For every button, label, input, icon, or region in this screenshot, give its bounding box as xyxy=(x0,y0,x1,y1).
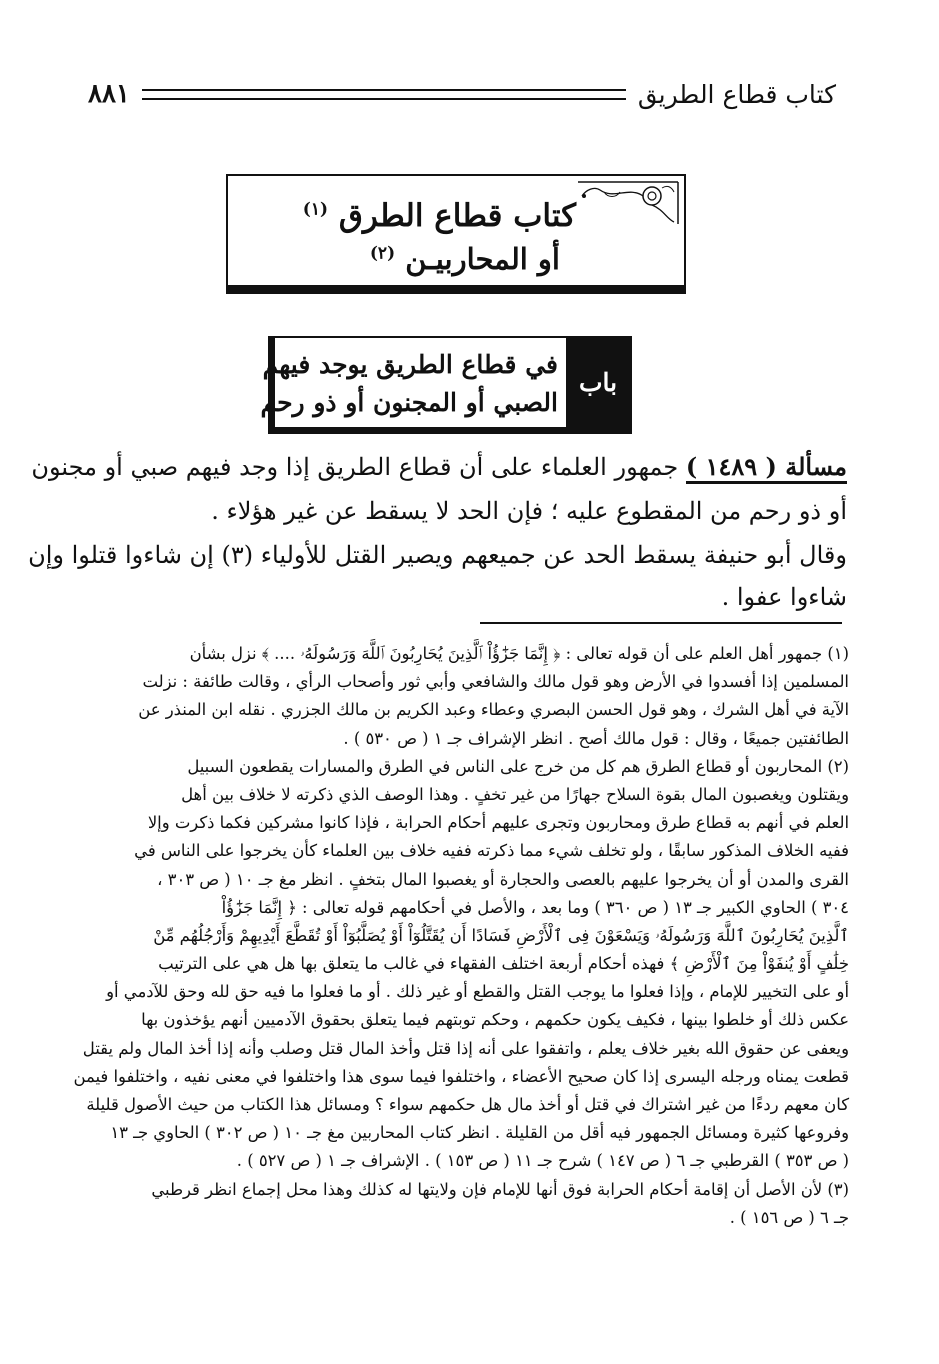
chapter-title-line1: في قطاع الطريق يوجد فيهم xyxy=(262,350,558,379)
floral-ornament-icon xyxy=(574,178,682,228)
footnote-line: العلم في أنهم به قطاع طرق ومحاربون وتجرى عليهم أحكام الحرابة ، فإذا كانوا مشركين فكما ذكرت وإلا xyxy=(147,813,849,833)
footnote-line: ( ص ٣٥٣ ) القرطبي جـ ٦ ( ص ١٤٧ ) شرح جـ ١١ ( ص ١٥٣ ) . الإشراف جـ ١ ( ص ٥٢٧ ) . xyxy=(236,1151,849,1171)
footnote-line: خِلَٰفٍ أَوْ يُنفَوْاْ مِنَ ٱلْأَرْضِ ﴾ فهذه أحكام أربعة اختلف الفقهاء في غالب ما يتعلق بها هل هي على الترتيب xyxy=(158,954,849,974)
issue-paragraph-line1 xyxy=(31,450,847,484)
footnote-line: (١) جمهور أهل العلم على أن قوله تعالى : ﴿ إِنَّمَا جَزَٰٓؤُاْ ٱلَّذِينَ يُحَارِبُونَ ٱللَّهَ وَرَسُولَهُۥ .... ﴾ نزل بشأن xyxy=(189,644,849,663)
book-title-box xyxy=(226,174,686,294)
book-title-line2 xyxy=(370,242,560,276)
issue-text-line3: وقال أبو حنيفة يسقط الحد عن جميعهم ويصير القتل للأولياء (٣) إن شاءوا قتلوا وإن xyxy=(28,541,847,569)
chapter-heading-box xyxy=(260,336,632,434)
issue-number-label: مسألة ( ١٤٨٩ ) xyxy=(686,452,847,484)
footnote-line: ٱلَّذِينَ يُحَارِبُونَ ٱللَّهَ وَرَسُولَهُۥ وَيَسْعَوْنَ فِى ٱلْأَرْضِ فَسَادًا أَن يُقَتَّلُوٓاْ أَوْ يُصَلَّبُوٓاْ أَوْ تُقَطَّعَ أَيْدِيهِمْ وَأَرْجُلُهُم مِّنْ xyxy=(153,925,849,945)
footnote-line: القرى والمدن أو أن يخرجوا عليهم بالعصى والحجارة أو يغصبوا المال بتخفٍ . انظر مغ جـ ١٠ ( ص ٣٠٣ ، xyxy=(157,869,849,889)
chapter-label: باب xyxy=(566,338,630,427)
footnote-line: (٢) المحاربون أو قطاع الطرق هم كل من خرج على الناس في الطرق والمسارات يقطعون السبيل xyxy=(187,756,849,776)
issue-text-line1: جمهور العلماء على أن قطاع الطريق إذا وجد فيهم صبي أو مجنون xyxy=(31,453,679,481)
footnote-line: جـ ٦ ( ص ١٥٦ ) . xyxy=(729,1207,849,1227)
book-title-note-ref: (١) xyxy=(302,199,329,220)
issue-text-line4: شاءوا عفوا . xyxy=(721,583,847,611)
footnote-line: ويقتلون ويغصبون المال بقوة السلاح جهارًا من غير تخفٍ . وهذا الوصف الذي ذكرته لا خلاف بين أهل xyxy=(181,784,849,804)
footnotes xyxy=(73,640,849,1232)
book-title-main: كتاب قطاع الطرق xyxy=(338,198,576,234)
issue-text-line2: أو ذو رحم من المقطوع عليه ؛ فإن الحد لا يسقط عن غير هؤلاء . xyxy=(211,497,847,525)
book-title-sub: أو المحاربيـن xyxy=(405,242,560,276)
header-double-rule xyxy=(142,89,626,100)
footnote-line: قطعت يمناه ورجله اليسرى إذا كان صحيح الأعضاء ، واختلفوا فيما سوى هذا واختلفوا في معنى نفيه ، واختلفوا فيمن xyxy=(73,1066,849,1086)
footnote-line: عكس ذلك أو خلطوا بينها ، فكيف يكون حكمهم ، وحكم توبتهم فيما يتعلق بحقوق الآدميين أنهم يؤخذون بها xyxy=(141,1010,849,1030)
book-title-line1 xyxy=(303,198,576,234)
footnote-line: ويعفى عن حقوق الله بغير خلاف يعلم ، واتفقوا على أنه إذا قتل وأخذ المال قتل وصلب وأنه إذا أخذ المال ولم يقتل xyxy=(82,1038,849,1058)
footnote-line: الطائفتين جميعًا ، وقال : قول مالك أصح . انظر الإشراف جـ ١ ( ص ٥٣٠ ) . xyxy=(343,728,849,748)
book-title-sub-note-ref: (٢) xyxy=(369,243,396,264)
footnote-line: كان معهم ردءًا من غير اشتراك في قتل أو أخذ مال هل حكمهم سواء ؟ ومسائل هذا الكتاب من حيث الأصول قليلة xyxy=(86,1095,849,1114)
page-number: ٨٨١ xyxy=(88,79,130,109)
chapter-title xyxy=(260,346,558,422)
footnote-line: ٣٠٤ ) الحاوي الكبير جـ ١٣ ( ص ٣٦٠ ) وما بعد ، والأصل في أحكامهم قوله تعالى : ﴿ إِنَّمَا جَزَٰٓؤُاْ xyxy=(221,897,849,917)
footnote-line: (٣) لأن الأصل أن إقامة أحكام الحرابة فوق أنها للإمام فإن ولايتها له كذلك وهذا محل إجماع انظر قرطبي xyxy=(151,1179,849,1199)
chapter-title-line2: الصبي أو المجنون أو ذو رحم xyxy=(260,388,558,417)
footnote-line: الآية في أهل الشرك ، وهو قول الحسن البصري وعطاء وعبد الكريم بن مالك الجزري . نقله ابن المنذر عن xyxy=(138,700,849,720)
running-header xyxy=(88,74,836,114)
footnote-line: أو على التخيير للإمام ، وإذا فعلوا ما يوجب القتل والقطع أو غير ذلك . أو ما فعلوا ما فيه حق لله وحق للآدمي أو xyxy=(106,982,849,1002)
running-header-title: كتاب قطاع الطريق xyxy=(637,79,836,109)
footnote-line: وفروعها كثيرة ومسائل الجمهور فيه أقل من القليلة . انظر كتاب المحاربين مغ جـ ١٠ ( ص ٣٠٢ ) الحاوي جـ ١٣ xyxy=(110,1123,849,1143)
footnote-line: ففيه الخلاف المذكور سابقًا ، ولو تخلف شيء مما ذكرته ففيه خلاف بين العلماء كأن يخرجوا على الناس في xyxy=(134,841,849,861)
footnote-line: المسلمين إذا أفسدوا في الأرض وهو قول مالك والشافعي وأبي ثور وأصحاب الرأي ، وقالت طائفة : نزلت xyxy=(142,672,849,692)
footnote-separator xyxy=(480,622,842,624)
